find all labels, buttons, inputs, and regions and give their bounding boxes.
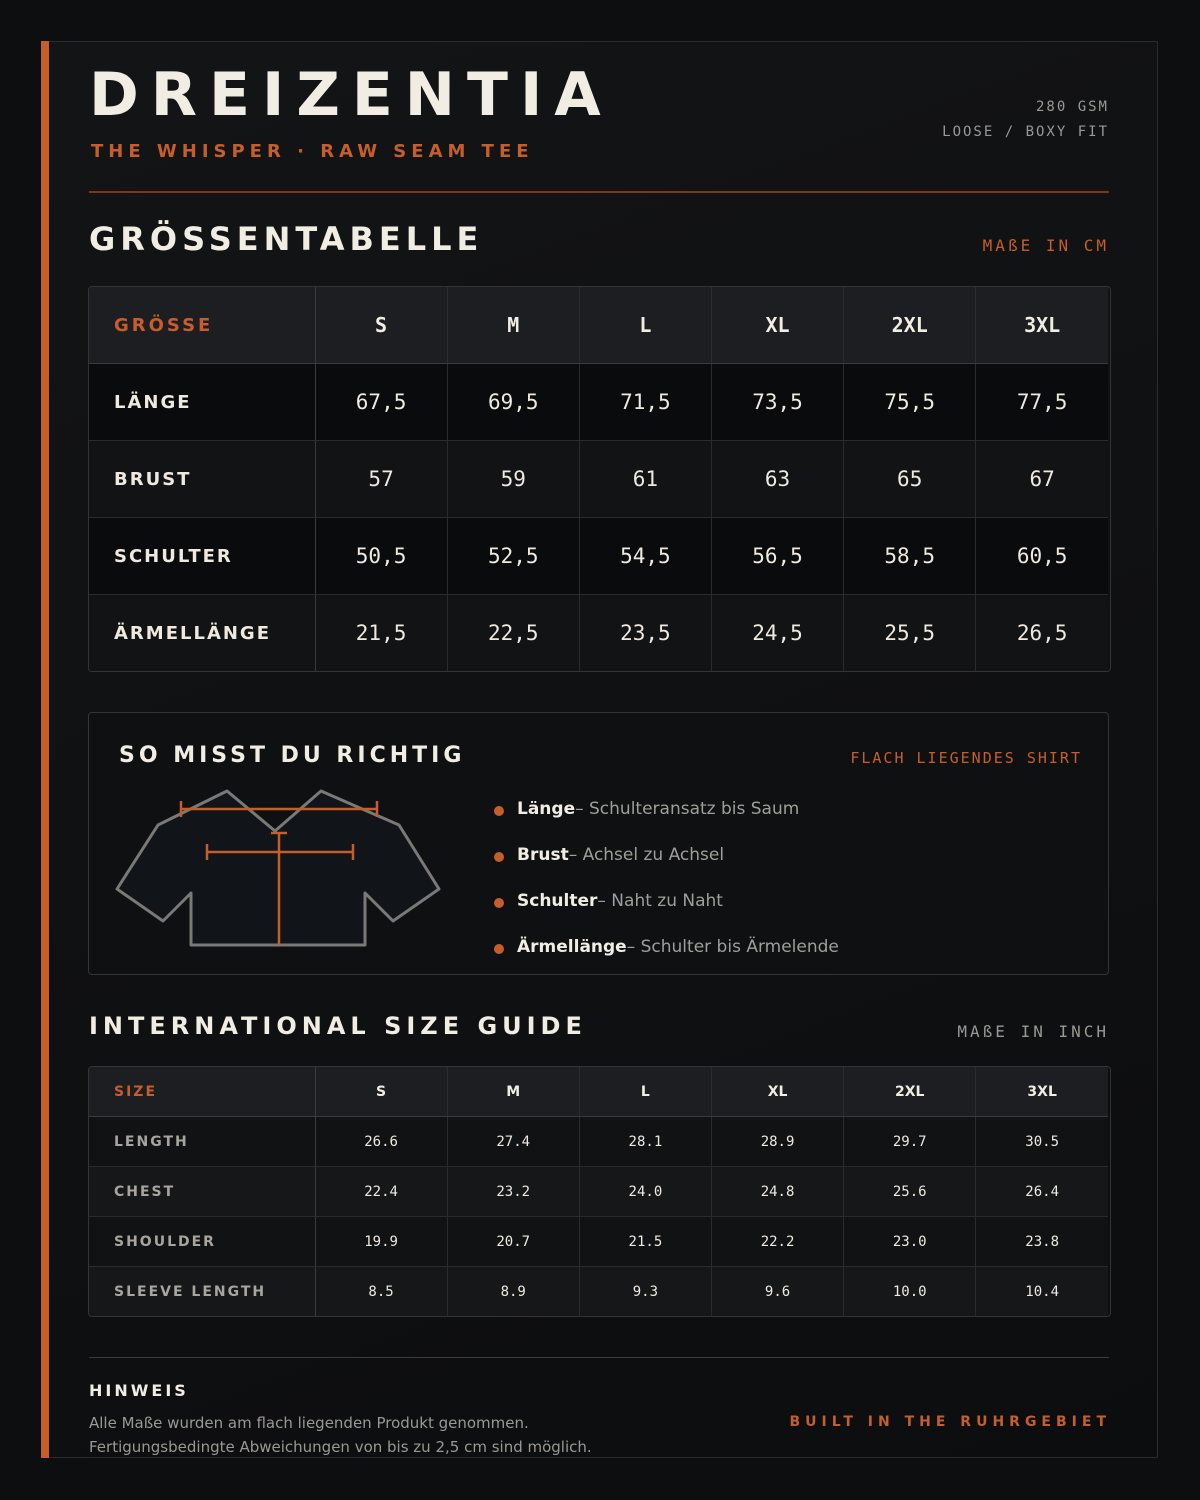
table-cell: 52,5 [447, 518, 579, 595]
tshirt-diagram-icon [115, 789, 441, 949]
table-cell: 22,5 [447, 595, 579, 672]
list-item [494, 937, 839, 983]
table-cell: 71,5 [579, 364, 711, 441]
fabric-weight: 280 GSM [1035, 99, 1109, 115]
row-label: SCHULTER [89, 518, 315, 595]
table-cell: 22.4 [315, 1167, 447, 1217]
table-cell: 23,5 [579, 595, 711, 672]
table-cell: 67 [976, 441, 1108, 518]
table-cell: 10.4 [976, 1267, 1108, 1317]
table-cell: 26.6 [315, 1117, 447, 1167]
table-cell: 27.4 [447, 1117, 579, 1167]
fit-type: LOOSE / BOXY FIT [942, 124, 1109, 140]
column-header: 3XL [976, 1067, 1108, 1117]
measure-term: Brust [517, 845, 569, 865]
table-cell: 21.5 [579, 1217, 711, 1267]
column-header: 2XL [844, 287, 976, 364]
column-header: M [447, 287, 579, 364]
column-header: L [579, 1067, 711, 1117]
table-cell: 65 [844, 441, 976, 518]
intl-table-title: INTERNATIONAL SIZE GUIDE [89, 1012, 587, 1040]
table-cell: 9.3 [579, 1267, 711, 1317]
row-label: LÄNGE [89, 364, 315, 441]
table-cell: 50,5 [315, 518, 447, 595]
hint-title: HINWEIS [89, 1381, 189, 1400]
table-cell: 30.5 [976, 1117, 1108, 1167]
table-cell: 29.7 [844, 1117, 976, 1167]
measure-desc: – Schulter bis Ärmelende [626, 937, 839, 957]
table-row [89, 1167, 1108, 1217]
measure-term: Schulter [517, 891, 598, 911]
table-cell: 61 [579, 441, 711, 518]
intl-table-units: MAßE IN INCH [957, 1022, 1109, 1041]
bullet-icon [494, 852, 504, 862]
measure-desc: – Naht zu Naht [597, 891, 723, 911]
table-cell: 77,5 [976, 364, 1108, 441]
table-cell: 20.7 [447, 1217, 579, 1267]
measure-term: Ärmellänge [517, 937, 627, 957]
size-table-intl [88, 1066, 1111, 1317]
table-header-row [89, 287, 1108, 364]
hint-line: Alle Maße wurden am flach liegenden Produkt genommen. [89, 1414, 529, 1432]
row-label: BRUST [89, 441, 315, 518]
table-cell: 54,5 [579, 518, 711, 595]
table-cell: 58,5 [844, 518, 976, 595]
table-cell: 24.0 [579, 1167, 711, 1217]
measure-term: Länge [517, 799, 576, 819]
table-cell: 56,5 [711, 518, 843, 595]
header-divider [89, 191, 1109, 193]
column-header: SIZE [89, 1067, 315, 1117]
table-cell: 60,5 [976, 518, 1108, 595]
table-cell: 28.9 [711, 1117, 843, 1167]
row-label: CHEST [89, 1167, 315, 1217]
list-item [494, 891, 839, 937]
table-cell: 24,5 [711, 595, 843, 672]
table-cell: 21,5 [315, 595, 447, 672]
hint-line: Fertigungsbedingte Abweichungen von bis zu 2,5 cm sind möglich. [89, 1438, 592, 1456]
measure-desc: – Achsel zu Achsel [568, 845, 725, 865]
table-cell: 63 [711, 441, 843, 518]
table-row [89, 1117, 1108, 1167]
row-label: SHOULDER [89, 1217, 315, 1267]
list-item [494, 845, 839, 891]
accent-bar [41, 41, 49, 1458]
table-cell: 57 [315, 441, 447, 518]
table-cell: 8.5 [315, 1267, 447, 1317]
column-header: S [315, 287, 447, 364]
built-in-tagline: BUILT IN THE RUHRGEBIET [789, 1414, 1111, 1430]
table-cell: 26,5 [976, 595, 1108, 672]
measure-guide [88, 712, 1109, 975]
table-cell: 24.8 [711, 1167, 843, 1217]
table-cell: 73,5 [711, 364, 843, 441]
bullet-icon [494, 944, 504, 954]
column-header: XL [711, 1067, 843, 1117]
table-header-row [89, 1067, 1108, 1117]
table-cell: 69,5 [447, 364, 579, 441]
column-header: GRÖSSE [89, 287, 315, 364]
table-row [89, 518, 1108, 595]
table-row [89, 364, 1108, 441]
column-header: S [315, 1067, 447, 1117]
row-label: SLEEVE LENGTH [89, 1267, 315, 1317]
table-row [89, 441, 1108, 518]
table-cell: 25,5 [844, 595, 976, 672]
product-subtitle: THE WHISPER · RAW SEAM TEE [91, 141, 534, 162]
table-row [89, 1217, 1108, 1267]
table-cell: 22.2 [711, 1217, 843, 1267]
table-cell: 28.1 [579, 1117, 711, 1167]
column-header: L [579, 287, 711, 364]
column-header: XL [711, 287, 843, 364]
table-row [89, 1267, 1108, 1317]
table-cell: 10.0 [844, 1267, 976, 1317]
measure-guide-list [494, 799, 839, 983]
column-header: 2XL [844, 1067, 976, 1117]
column-header: 3XL [976, 287, 1108, 364]
bullet-icon [494, 806, 504, 816]
table-row [89, 595, 1108, 672]
hint-text [89, 1411, 592, 1459]
measure-guide-tag: FLACH LIEGENDES SHIRT [850, 749, 1082, 767]
table-cell: 67,5 [315, 364, 447, 441]
table-cell: 26.4 [976, 1167, 1108, 1217]
list-item [494, 799, 839, 845]
measure-guide-title: SO MISST DU RICHTIG [119, 743, 466, 768]
row-label: ÄRMELLÄNGE [89, 595, 315, 672]
column-header: M [447, 1067, 579, 1117]
table-cell: 9.6 [711, 1267, 843, 1317]
bullet-icon [494, 898, 504, 908]
table-cell: 8.9 [447, 1267, 579, 1317]
size-table-title: GRÖSSENTABELLE [89, 220, 484, 258]
table-cell: 75,5 [844, 364, 976, 441]
table-cell: 19.9 [315, 1217, 447, 1267]
brand-name: DREIZENTIA [89, 60, 613, 130]
table-cell: 23.8 [976, 1217, 1108, 1267]
size-table-de [88, 286, 1111, 672]
table-cell: 25.6 [844, 1167, 976, 1217]
table-cell: 59 [447, 441, 579, 518]
footer-divider [89, 1357, 1109, 1358]
table-cell: 23.2 [447, 1167, 579, 1217]
row-label: LENGTH [89, 1117, 315, 1167]
measure-desc: – Schulteransatz bis Saum [575, 799, 800, 819]
table-cell: 23.0 [844, 1217, 976, 1267]
size-table-units: MAßE IN CM [982, 236, 1109, 255]
